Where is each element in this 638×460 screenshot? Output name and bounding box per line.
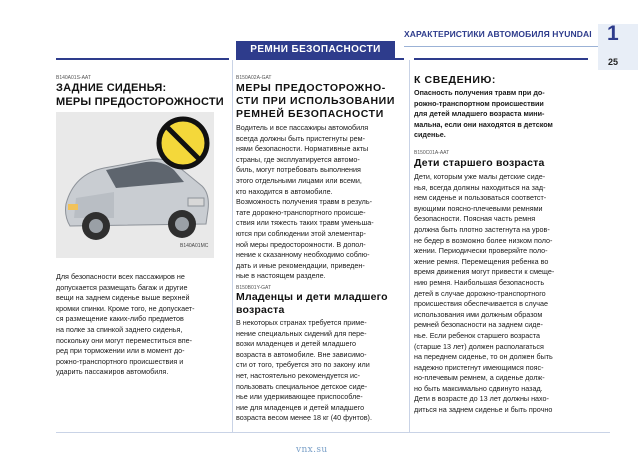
body-line: ся размещение каких-либо предметов xyxy=(56,314,184,324)
body-line: жении. Периодически проверяйте поло- xyxy=(414,246,548,256)
body-line: но-плечевым ремнем, а сиденье долж- xyxy=(414,373,545,383)
section-code: B150C01A-AAT xyxy=(414,150,450,156)
footer-divider xyxy=(56,432,610,433)
body-line: поскольку они могут переместиться впе- xyxy=(56,335,193,345)
subsection-heading-line-2: возраста xyxy=(236,304,285,316)
body-line: должна быть плотно застегнута на уров- xyxy=(414,224,550,234)
subsection-body xyxy=(414,172,588,416)
body-line: кто находится в автомобиле. xyxy=(236,186,333,196)
note-line: для детей младшего возраста мини- xyxy=(414,109,545,119)
body-line: биль, могут потребовать выполнения xyxy=(236,165,361,175)
page-number: 25 xyxy=(608,57,619,67)
note-line: Опасность получения травм при до- xyxy=(414,88,545,97)
note-body xyxy=(414,88,588,141)
column-rule-3 xyxy=(414,58,588,60)
body-line: время движения могут привести к смеще- xyxy=(414,267,555,277)
body-line: тате дорожно-транспортного происше- xyxy=(236,207,366,217)
body-line: дать и иные рекомендации, приведен- xyxy=(236,260,365,270)
body-line: Возможность получения травм в резуль- xyxy=(236,197,372,207)
body-line: Дети, которым уже малы детские сиде- xyxy=(414,172,546,181)
illustration-code: B140A01MC xyxy=(180,243,209,249)
subsection-body xyxy=(236,318,405,424)
body-line: кромки спинки. Кроме того, не допускает- xyxy=(56,303,195,313)
body-line: нья, всегда должны находиться на зад- xyxy=(414,182,546,192)
rear-seat-car-illustration xyxy=(56,112,214,258)
body-line: вещи на заднем сиденье выше верхней xyxy=(56,293,190,303)
section-code: B150B01Y-GAT xyxy=(236,285,272,291)
note-line: мальна, если они находятся в детском xyxy=(414,119,553,129)
body-line: нье. Если ребенок старшего возраста xyxy=(414,330,541,340)
body-line: нем сиденье и пользоваться соответст- xyxy=(414,193,547,203)
section-heading-line-1: ЗАДНИЕ СИДЕНЬЯ: xyxy=(56,82,167,94)
body-line: страны, где эксплуатируется автомо- xyxy=(236,154,360,164)
section-heading-line-3: РЕМНЕЙ БЕЗОПАСНОСТИ xyxy=(236,108,384,120)
body-line: нье или удерживающее приспособле- xyxy=(236,392,363,402)
body-line: безопасности. Поясная часть ремня xyxy=(414,214,536,224)
body-line: нение к сказанному необходимо соблю- xyxy=(236,250,370,260)
body-line: на полке за спинкой заднего сиденья, xyxy=(56,324,183,334)
section-heading-line-1: МЕРЫ ПРЕДОСТОРОЖНО- xyxy=(236,82,386,94)
note-line: сиденье. xyxy=(414,130,446,140)
body-line: пользовать специальное детское сиде- xyxy=(236,381,368,391)
subsection-heading-line-1: Младенцы и дети младшего xyxy=(236,291,388,303)
body-line: происшествия обеспечивается в случае xyxy=(414,299,549,309)
body-line: детей в случае дорожно-транспортного xyxy=(414,288,546,298)
body-line: ремней безопасности на заднем сиде- xyxy=(414,320,543,330)
body-line: надежно пристегнут имеющимся пояс- xyxy=(414,362,544,372)
section-heading-line-2: СТИ ПРИ ИСПОЛЬЗОВАНИИ xyxy=(236,95,395,107)
body-line: ред при торможении или в момент до- xyxy=(56,346,185,356)
body-line: рожно-транспортного происшествия и xyxy=(56,356,184,366)
chapter-title: ХАРАКТЕРИСТИКИ АВТОМОБИЛЯ HYUNDAI xyxy=(404,29,592,39)
body-line: сти от того, требуется это по закону или xyxy=(236,360,370,370)
section-heading-line-2: МЕРЫ ПРЕДОСТОРОЖНОСТИ xyxy=(56,96,224,108)
subsection-heading: Дети старшего возраста xyxy=(414,157,545,169)
body-line: диться на заднем сиденье и быть прочно xyxy=(414,405,553,415)
prohibition-sign-icon xyxy=(156,116,210,170)
body-line: В некоторых странах требуется приме- xyxy=(236,318,367,327)
note-line: рожно-транспортном происшествии xyxy=(414,98,544,108)
body-line: Дети в возрасте до 13 лет должны нахо- xyxy=(414,394,549,404)
section-code: B150A02A-GAT xyxy=(236,75,272,81)
column-divider-2 xyxy=(409,60,410,432)
body-line: всегда должны быть пристегнуты рем- xyxy=(236,133,365,143)
column-rule-1 xyxy=(56,58,229,60)
section-title: РЕМНИ БЕЗОПАСНОСТИ xyxy=(236,41,395,59)
body-line: но быть максимально сдвинуто назад. xyxy=(414,383,543,393)
body-line: нение специальных сидений для пере- xyxy=(236,328,367,338)
body-line: возраста в автомобиле. Вне зависимо- xyxy=(236,349,367,359)
header-divider xyxy=(404,46,598,47)
body-line: вующими поясно-плечевыми ремнями xyxy=(414,203,543,213)
body-line: возраста весом менее 18 кг (40 фунтов). xyxy=(236,413,372,423)
body-line: использования ими должным образом xyxy=(414,309,543,319)
body-line: ударить пассажиров автомобиля. xyxy=(56,367,169,377)
body-line: Для безопасности всех пассажиров не xyxy=(56,272,185,281)
body-line: допускается размещать багаж и другие xyxy=(56,282,188,292)
section-body xyxy=(236,123,405,282)
body-line: не бедер в возможно более низком поло- xyxy=(414,235,553,245)
body-line: ной меры предосторожности. В допол- xyxy=(236,239,366,249)
body-line: возки младенцев и детей младшего xyxy=(236,339,356,349)
body-line: нию ремня. Наибольшая безопасность xyxy=(414,277,545,287)
body-line: этого отдельными лицами или всеми, xyxy=(236,175,362,185)
body-line: (старше 13 лет) должен располагаться xyxy=(414,341,544,351)
body-line: ются при соблюдении этой элементар- xyxy=(236,228,366,238)
chapter-number: 1 xyxy=(607,22,619,45)
body-line: ные в настоящем разделе. xyxy=(236,271,326,281)
body-line: жение ремня. Перемещения ребенка во xyxy=(414,256,549,266)
body-line: нями безопасности. Нормативные акты xyxy=(236,144,369,154)
body-line: на переднем сиденье, то он должен быть xyxy=(414,352,553,362)
body-line: нет, настоятельно рекомендуется ис- xyxy=(236,370,361,380)
section-code: B140A01S-AAT xyxy=(56,75,91,81)
body-line: Водитель и все пассажиры автомобиля xyxy=(236,123,369,132)
note-heading: К СВЕДЕНИЮ: xyxy=(414,74,497,86)
column-rule-2 xyxy=(236,58,404,60)
body-line: ние для младенцев и детей младшего xyxy=(236,402,365,412)
column-divider-1 xyxy=(232,60,233,432)
watermark: vnx.su xyxy=(296,445,328,455)
section-body xyxy=(56,272,228,378)
body-line: ствия или тяжесть таких травм уменьша- xyxy=(236,218,374,228)
